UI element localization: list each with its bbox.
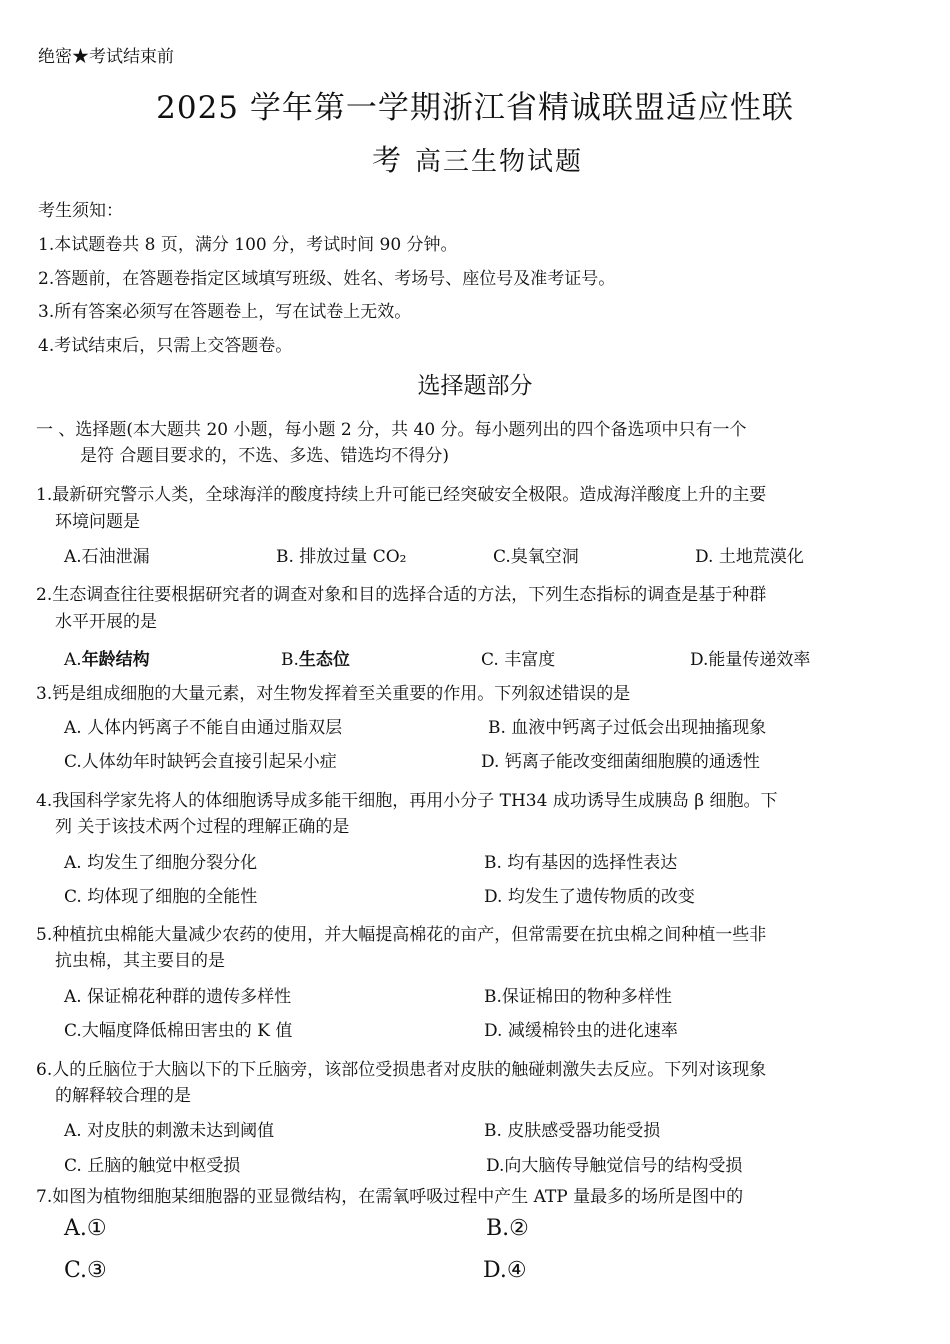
section-title: 选择题部分 xyxy=(417,373,533,399)
q2-option-a-text: 年龄结构 xyxy=(81,650,150,670)
question-1-stem-cont: 环境问题是 xyxy=(55,512,140,532)
title-word: 考 xyxy=(372,143,402,177)
q2-option-d: D.能量传递效率 xyxy=(690,650,811,670)
q7-option-b: B.② xyxy=(486,1216,529,1241)
q1-option-c: C.臭氧空洞 xyxy=(493,547,579,567)
q7-option-d: D.④ xyxy=(483,1258,527,1283)
question-5-stem-cont: 抗虫棉，其主要目的是 xyxy=(55,951,225,971)
q6-option-b: B. 皮肤感受器功能受损 xyxy=(484,1121,661,1141)
q1-option-b: B. 排放过量 CO₂ xyxy=(276,547,407,567)
question-4-stem: 4.我国科学家先将人的体细胞诱导成多能干细胞，再用小分子 TH34 成功诱导生成胰岛 β 细胞。下 xyxy=(36,791,778,811)
q1-option-d: D. 土地荒漠化 xyxy=(695,547,804,567)
note-item: 1.本试题卷共 8 页，满分 100 分，考试时间 90 分钟。 xyxy=(38,235,458,255)
q3-option-c: C.人体幼年时缺钙会直接引起呆小症 xyxy=(64,752,337,772)
q4-option-b: B. 均有基因的选择性表达 xyxy=(484,853,678,873)
question-4-stem-cont: 列 关于该技术两个过程的理解正确的是 xyxy=(55,817,350,837)
exam-subject: 高三生物试题 xyxy=(415,147,584,177)
q3-option-b: B. 血液中钙离子过低会出现抽搐现象 xyxy=(488,718,767,738)
q4-option-c: C. 均体现了细胞的全能性 xyxy=(64,887,258,907)
q2-option-b xyxy=(281,645,350,670)
q6-option-d: D.向大脑传导触觉信号的结构受损 xyxy=(486,1156,743,1176)
exam-title-line1: 2025 学年第一学期浙江省精诚联盟适应性联 xyxy=(156,90,794,126)
question-2-stem: 2.生态调查往往要根据研究者的调查对象和目的选择合适的方法，下列生态指标的调查是基于种群 xyxy=(36,585,767,605)
q2-option-b-letter: B. xyxy=(281,650,299,670)
question-5-stem: 5.种植抗虫棉能大量减少农药的使用，并大幅提高棉花的亩产，但常需要在抗虫棉之间种植一些非 xyxy=(36,925,767,945)
q2-option-a xyxy=(64,645,150,670)
question-1-stem: 1.最新研究警示人类，全球海洋的酸度持续上升可能已经突破安全极限。造成海洋酸度上升的主要 xyxy=(36,485,767,505)
part-instructions-line2: 是符 合题目要求的，不选、多选、错选均不得分) xyxy=(80,446,450,466)
q2-option-a-letter: A. xyxy=(64,650,82,670)
q2-option-c: C. 丰富度 xyxy=(481,650,556,670)
question-3-stem: 3.钙是组成细胞的大量元素，对生物发挥着至关重要的作用。下列叙述错误的是 xyxy=(36,684,631,704)
q5-option-d: D. 减缓棉铃虫的进化速率 xyxy=(484,1021,678,1041)
question-7-stem: 7.如图为植物细胞某细胞器的亚显微结构，在需氧呼吸过程中产生 ATP 量最多的场所是图中的 xyxy=(36,1187,744,1207)
q1-option-a: A.石油泄漏 xyxy=(64,547,150,567)
note-item: 3.所有答案必须写在答题卷上，写在试卷上无效。 xyxy=(38,302,412,322)
question-2-stem-cont: 水平开展的是 xyxy=(55,612,157,632)
question-6-stem: 6.人的丘脑位于大脑以下的下丘脑旁，该部位受损患者对皮肤的触碰刺激失去反应。下列对该现象 xyxy=(36,1060,767,1080)
q2-option-b-text: 生态位 xyxy=(298,650,350,670)
q6-option-a: A. 对皮肤的刺激未达到阈值 xyxy=(64,1121,275,1141)
q3-option-a: A. 人体内钙离子不能自由通过脂双层 xyxy=(64,718,343,738)
q4-option-a: A. 均发生了细胞分裂分化 xyxy=(64,853,258,873)
q5-option-c: C.大幅度降低棉田害虫的 K 值 xyxy=(64,1021,293,1041)
confidential-label: 绝密★考试结束前 xyxy=(38,47,174,67)
notes-heading: 考生须知： xyxy=(38,201,123,221)
q5-option-a: A. 保证棉花种群的遗传多样性 xyxy=(64,987,292,1007)
q4-option-d: D. 均发生了遗传物质的改变 xyxy=(484,887,695,907)
q7-option-a: A.① xyxy=(64,1216,107,1241)
q7-option-c: C.③ xyxy=(64,1258,107,1283)
note-item: 2.答题前，在答题卷指定区域填写班级、姓名、考场号、座位号及准考证号。 xyxy=(38,269,616,289)
question-6-stem-cont: 的解释较合理的是 xyxy=(55,1086,191,1106)
q6-option-c: C. 丘脑的触觉中枢受损 xyxy=(64,1156,241,1176)
q3-option-d: D. 钙离子能改变细菌细胞膜的通透性 xyxy=(481,752,760,772)
exam-title-line2 xyxy=(372,138,583,179)
q5-option-b: B.保证棉田的物种多样性 xyxy=(484,987,672,1007)
part-instructions-line1: 一 、选择题(本大题共 20 小题，每小题 2 分，共 40 分。每小题列出的四个备选项中只有一个 xyxy=(36,420,747,440)
note-item: 4.考试结束后，只需上交答题卷。 xyxy=(38,336,293,356)
